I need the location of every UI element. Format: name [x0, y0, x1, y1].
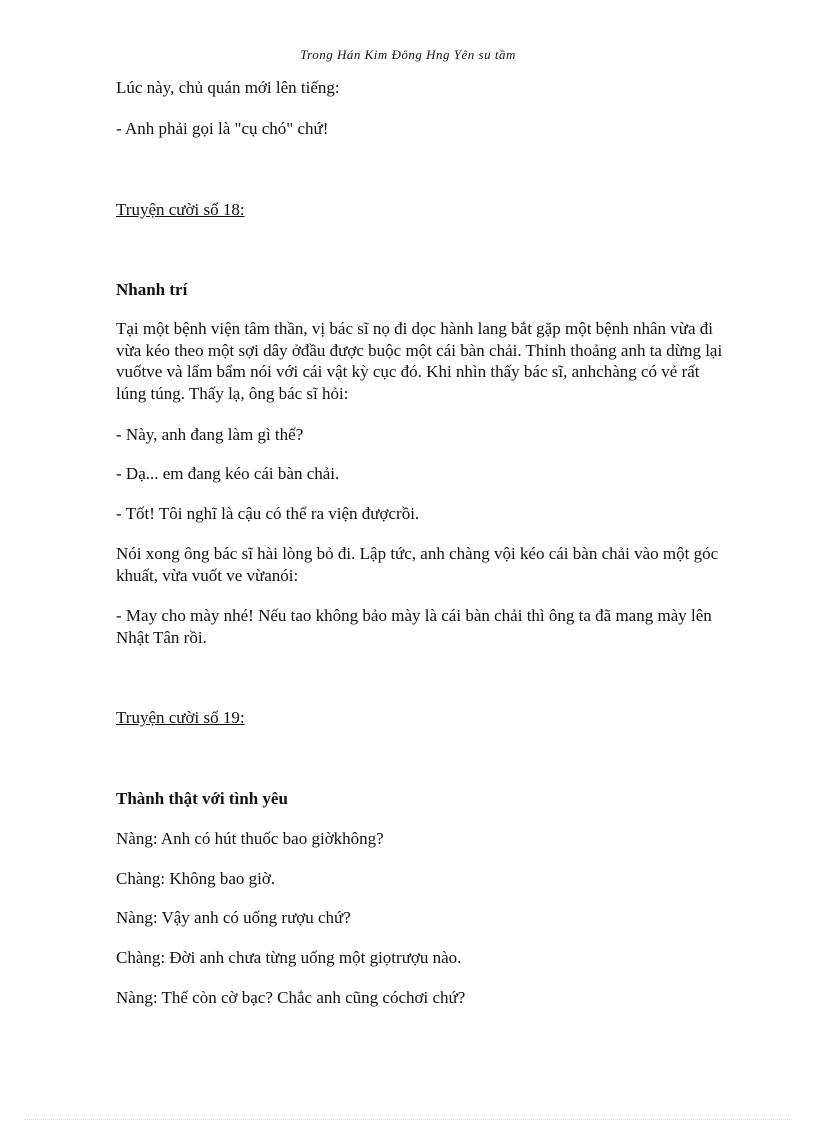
- dialogue-line: Chàng: Đời anh chưa từng uống một giọtrượu nào.: [116, 948, 462, 967]
- story-18-number: Truyện cười số 18:: [116, 200, 245, 219]
- story-18-paragraph: - May cho mày nhé! Nếu tao không bảo mày là cái bàn chải thì ông ta đã mang mày lên Nhật Tân rồi.: [116, 606, 712, 647]
- text-line: Lúc này, chủ quán mới lên tiếng:: [116, 78, 340, 97]
- dialogue-line: Nàng: Anh có hút thuốc bao giờkhông?: [116, 829, 384, 848]
- story-19-title: Thành thật với tình yêu: [116, 789, 288, 808]
- dialogue-line: Nàng: Vậy anh có uống rượu chứ?: [116, 908, 351, 927]
- text-line: - Anh phải gọi là "cụ chó" chứ!: [116, 119, 329, 138]
- story-18-title: Nhanh trí: [116, 280, 188, 299]
- story-18-paragraph: - Dạ... em đang kéo cái bàn chải.: [116, 464, 340, 483]
- story-18-paragraph: Nói xong ông bác sĩ hài lòng bỏ đi. Lập tức, anh chàng vội kéo cái bàn chải vào một góc khuất, vừa vuốt ve vừanói:: [116, 544, 719, 585]
- page-header: Trong Hán Kim Đông Hng Yên su tầm: [300, 47, 516, 62]
- story-18-paragraph: Tại một bệnh viện tâm thần, vị bác sĩ nọ đi dọc hành lang bắt gặp một bệnh nhân vừa đi vừa kéo theo một sợi dây ởđầu được buộc một cái bàn chải. Thỉnh thoảng anh ta dừng lại vuốtve và lẩm bẩm nói với cái vật kỳ cục đó. Khi nhìn thấy bác sĩ, anhchàng có vẻ rất lúng túng. Thấy lạ, ông bác sĩ hỏi:: [116, 319, 723, 403]
- story-18-paragraph: - Tốt! Tôi nghĩ là cậu có thể ra viện đượcrồi.: [116, 504, 420, 523]
- page-bottom-rule: [24, 1119, 792, 1120]
- story-19-number: Truyện cười số 19:: [116, 708, 245, 727]
- story-18-paragraph: - Này, anh đang làm gì thế?: [116, 425, 304, 444]
- dialogue-line: Nàng: Thế còn cờ bạc? Chắc anh cũng cóchơi chứ?: [116, 988, 466, 1007]
- dialogue-line: Chàng: Không bao giờ.: [116, 869, 276, 888]
